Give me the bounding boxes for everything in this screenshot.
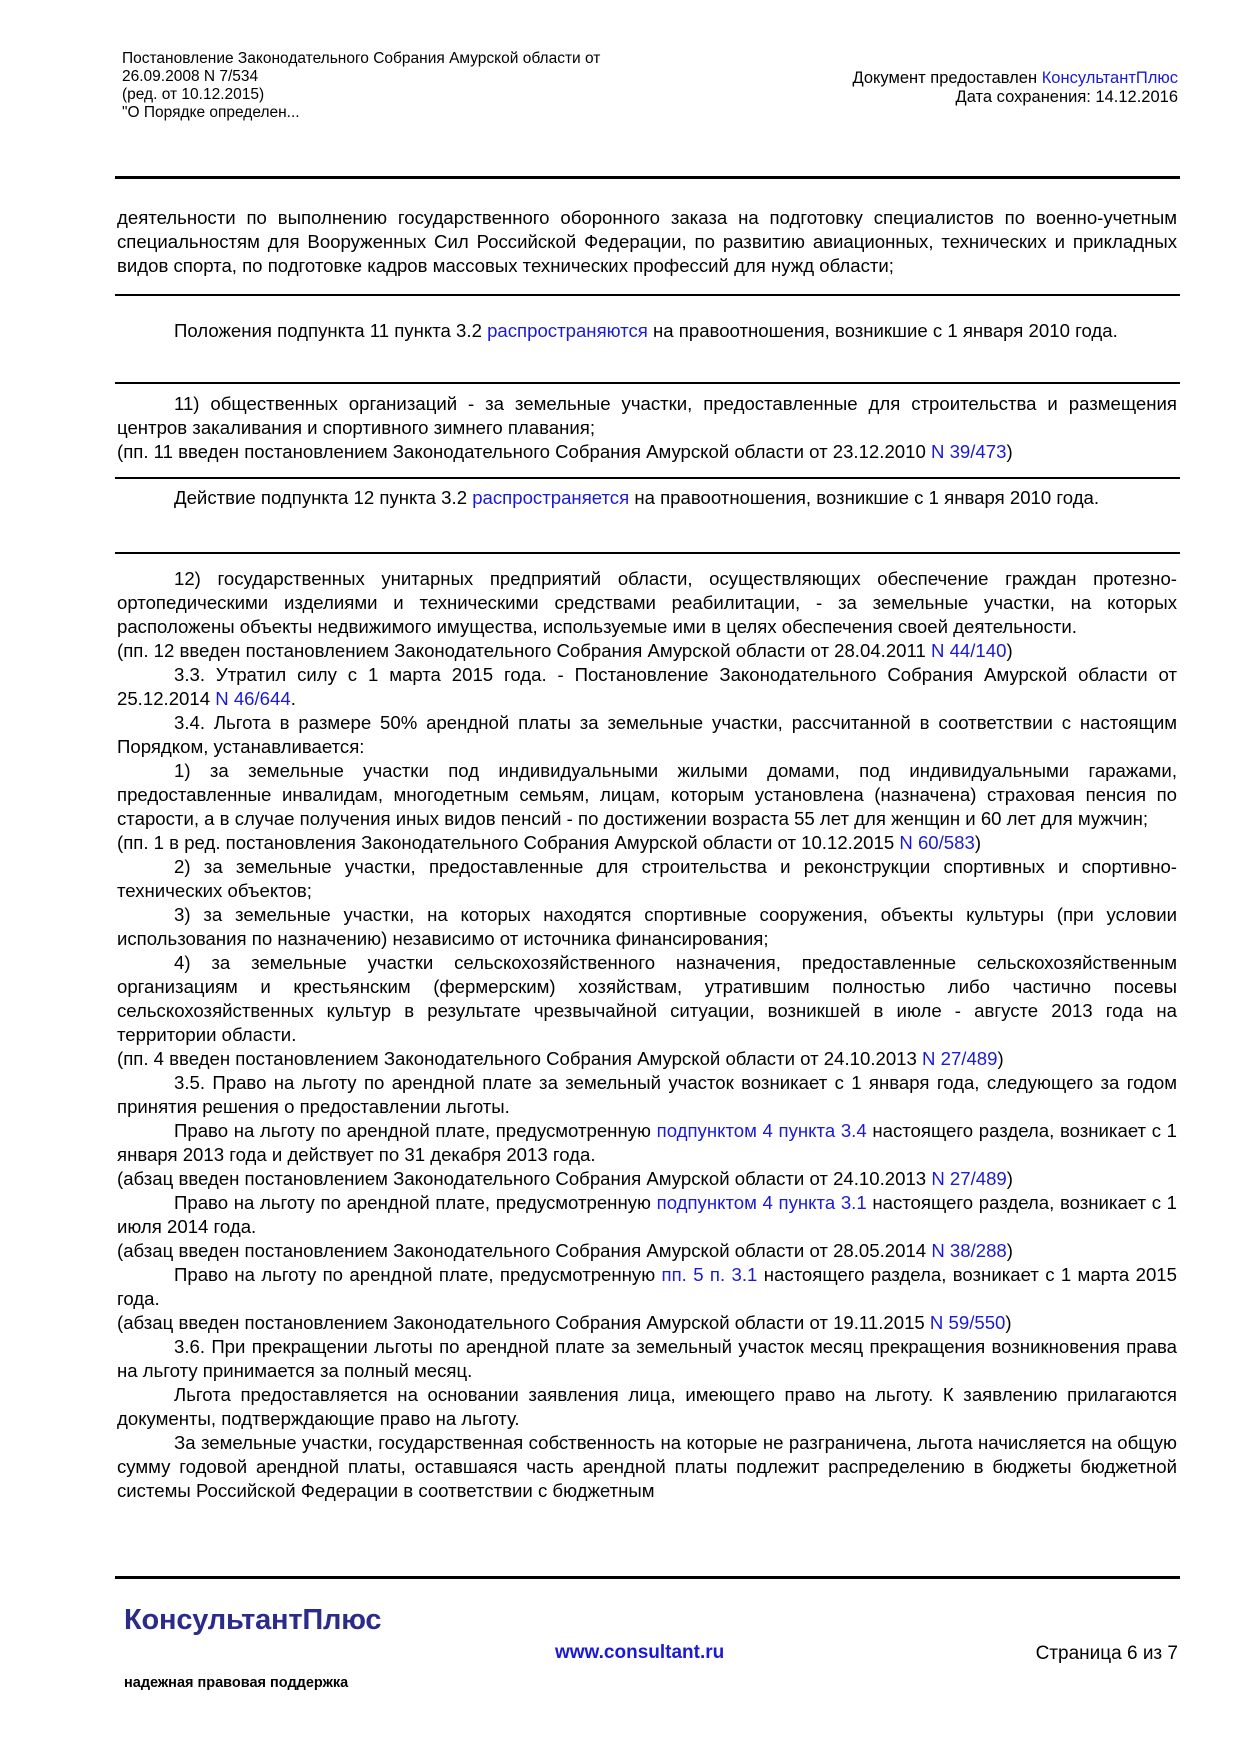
consultant-plus-logo: КонсультантПлюс bbox=[124, 1604, 382, 1636]
amendment-ref-end: ) bbox=[1005, 1312, 1012, 1333]
amendment-link[interactable]: N 60/583 bbox=[899, 832, 975, 853]
amendment-link[interactable]: N 46/644 bbox=[215, 688, 291, 709]
document-title bbox=[122, 50, 600, 122]
paragraph: Льгота предоставляется на основании заявления лица, имеющего право на льготу. К заявлению прилагаются документы, подтверждающие право на льготу. bbox=[117, 1384, 1177, 1429]
section-divider bbox=[115, 294, 1180, 296]
paragraph: 3.6. При прекращении льготы по арендной плате за земельный участок месяц прекращения возникновения права на льготу принимается за полный месяц. bbox=[117, 1336, 1177, 1381]
cross-ref-link[interactable]: подпунктом 4 пункта 3.1 bbox=[656, 1192, 867, 1213]
provider-info bbox=[852, 69, 1178, 107]
paragraph-text-end: настоящего раздела, возникает с 1 января 2013 года и действует по 31 декабря 2013 года. bbox=[117, 1120, 1178, 1165]
amendment-ref: (абзац введен постановлением Законодательного Собрания Амурской области от 19.11.2015 bbox=[117, 1312, 930, 1333]
paragraph: За земельные участки, государственная собственность на которые не разграничена, льгота начисляется на общую сумму годовой арендной платы, оставшаяся часть арендной платы подлежит распределению в бюджеты бюджетной системы Российской Федерации в соответствии с бюджетным bbox=[117, 1432, 1177, 1501]
editorial-note-12 bbox=[117, 486, 1177, 510]
amendment-ref-end: ) bbox=[1006, 1168, 1013, 1189]
doc-title-line: "О Порядке определен... bbox=[122, 104, 300, 121]
amendment-ref: (пп. 1 в ред. постановления Законодательного Собрания Амурской области от 10.12.2015 bbox=[117, 832, 900, 853]
subparagraph-11 bbox=[117, 392, 1177, 464]
amendment-link[interactable]: N 59/550 bbox=[929, 1312, 1006, 1333]
header-divider bbox=[115, 176, 1180, 179]
amendment-link[interactable]: N 27/489 bbox=[931, 1168, 1007, 1189]
note-text: на правоотношения, возникшие с 1 января 2010 года. bbox=[647, 320, 1118, 341]
provider-brand-link[interactable]: КонсультантПлюс bbox=[1041, 69, 1178, 87]
amendment-ref-end: ) bbox=[1006, 640, 1013, 661]
section-divider bbox=[115, 552, 1180, 554]
paragraph: 4) за земельные участки сельскохозяйственного назначения, предоставленные сельскохозяйственным организациям и крестьянским (фермерским) хозяйствам, утратившим полностью либо частично посевы сельскохозяйственных культур в результате чрезвычайной ситуации, возникшей в июле - августе 2013 года на территории области. bbox=[117, 952, 1177, 1045]
paragraph-continuation bbox=[117, 206, 1177, 278]
amendment-ref: (пп. 4 введен постановлением Законодательного Собрания Амурской области от 24.10.2013 bbox=[117, 1048, 923, 1069]
amendment-ref-end: ) bbox=[1006, 441, 1013, 462]
amendment-ref: (абзац введен постановлением Законодательного Собрания Амурской области от 24.10.2013 bbox=[117, 1168, 932, 1189]
paragraph-text: 3.3. Утратил силу с 1 марта 2015 года. - Постановление Законодательного Собрания Амурской области от 25.12.2014 bbox=[117, 664, 1177, 709]
page-indicator: Страница 6 из 7 bbox=[1035, 1643, 1178, 1664]
paragraph: 3.5. Право на льготу по арендной плате за земельный участок возникает с 1 января года, следующего за годом принятия решения о предоставлении льготы. bbox=[117, 1072, 1177, 1117]
paragraph: 3) за земельные участки, на которых находятся спортивные сооружения, объекты культуры (при условии использования по назначению) независимо от источника финансирования; bbox=[117, 904, 1177, 949]
note-text: Действие подпункта 12 пункта 3.2 bbox=[174, 487, 473, 508]
paragraph: 12) государственных унитарных предприятий области, осуществляющих обеспечение граждан протезно-ортопедическими изделиями и техническими средствами реабилитации, - за земельные участки, на которых расположены объекты недвижимого имущества, используемые ими в целях обеспечения своей деятельности. bbox=[117, 568, 1177, 637]
paragraph: 3.4. Льгота в размере 50% арендной платы за земельные участки, рассчитанной в соответствии с настоящим Порядком, устанавливается: bbox=[117, 712, 1177, 757]
paragraph-text: Право на льготу по арендной плате, предусмотренную bbox=[174, 1120, 657, 1141]
paragraph: 1) за земельные участки под индивидуальными жилыми домами, под индивидуальными гаражами, предоставленные инвалидам, многодетным семьям, лицам, которым установлена (назначена) страховая пенсия по старости, а в случае получения иных видов пенсий - по достижении возраста 55 лет для женщин и 60 лет для мужчин; bbox=[117, 760, 1177, 829]
cross-ref-link[interactable]: подпунктом 4 пункта 3.4 bbox=[656, 1120, 867, 1141]
paragraph: деятельности по выполнению государственного оборонного заказа на подготовку специалистов по военно-учетным специальностям для Вооруженных Сил Российской Федерации, по развитию авиационных, технических и прикладных видов спорта, по подготовке кадров массовых технических профессий для нужд области; bbox=[117, 207, 1177, 276]
note-link[interactable]: распространяются bbox=[487, 320, 648, 341]
amendment-ref: (абзац введен постановлением Законодательного Собрания Амурской области от 28.05.2014 bbox=[117, 1240, 932, 1261]
website-link[interactable]: www.consultant.ru bbox=[555, 1642, 725, 1663]
paragraph: 2) за земельные участки, предоставленные для строительства и реконструкции спортивных и спортивно-технических объектов; bbox=[117, 856, 1177, 901]
note-link[interactable]: распространяется bbox=[472, 487, 630, 508]
doc-title-line: Постановление Законодательного Собрания Амурской области от bbox=[122, 50, 601, 67]
section-divider bbox=[115, 477, 1180, 479]
paragraph-text: Право на льготу по арендной плате, предусмотренную bbox=[174, 1192, 657, 1213]
editorial-note-11 bbox=[117, 319, 1177, 343]
note-text: Положения подпункта 11 пункта 3.2 bbox=[174, 320, 488, 341]
amendment-link[interactable]: N 38/288 bbox=[931, 1240, 1007, 1261]
doc-title-line: (ред. от 10.12.2015) bbox=[122, 86, 265, 103]
paragraph-text-end: настоящего раздела, возникает с 1 июля 2014 года. bbox=[117, 1192, 1178, 1237]
amendment-ref-end: ) bbox=[1006, 1240, 1013, 1261]
cross-ref-link[interactable]: пп. 5 п. 3.1 bbox=[661, 1264, 758, 1285]
footer-divider bbox=[115, 1576, 1180, 1579]
doc-title-line: 26.09.2008 N 7/534 bbox=[122, 68, 259, 85]
save-date: Дата сохранения: 14.12.2016 bbox=[955, 88, 1178, 106]
paragraph-text-end: настоящего раздела, возникает с 1 марта 2015 года. bbox=[117, 1264, 1177, 1309]
main-body bbox=[117, 567, 1177, 1503]
paragraph: 11) общественных организаций - за земельные участки, предоставленные для строительства и размещения центров закаливания и спортивного зимнего плавания; bbox=[117, 393, 1177, 438]
amendment-ref: (пп. 12 введен постановлением Законодательного Собрания Амурской области от 28.04.2011 bbox=[117, 640, 931, 661]
section-divider bbox=[115, 382, 1180, 384]
amendment-ref: (пп. 11 введен постановлением Законодательного Собрания Амурской области от 23.12.2010 bbox=[117, 441, 931, 462]
logo-tagline: надежная правовая поддержка bbox=[124, 1675, 349, 1691]
amendment-link[interactable]: N 27/489 bbox=[922, 1048, 998, 1069]
note-text: на правоотношения, возникшие с 1 января 2010 года. bbox=[629, 487, 1100, 508]
amendment-ref-end: ) bbox=[997, 1048, 1004, 1069]
amendment-ref-end: ) bbox=[974, 832, 982, 853]
amendment-link[interactable]: N 39/473 bbox=[930, 441, 1007, 462]
paragraph-text: Право на льготу по арендной плате, предусмотренную bbox=[174, 1264, 662, 1285]
amendment-link[interactable]: N 44/140 bbox=[930, 640, 1007, 661]
paragraph-text-end: . bbox=[290, 688, 296, 709]
provided-by-label: Документ предоставлен bbox=[852, 69, 1042, 87]
